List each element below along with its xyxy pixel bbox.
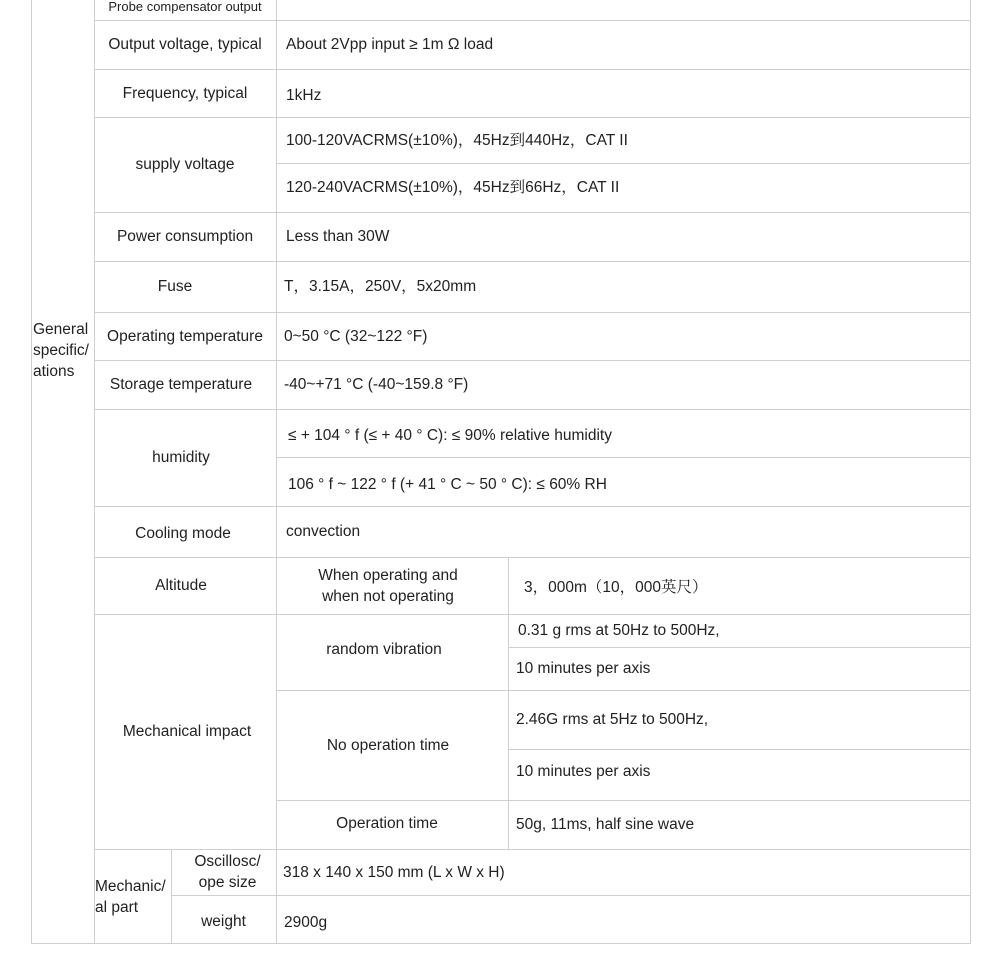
no-operation-time-label: No operation time xyxy=(326,736,450,754)
operating-temperature-label: Operating temperature xyxy=(107,327,263,345)
output-voltage-label: Output voltage, typical xyxy=(108,36,262,53)
humidity-value-1: ≤ + 104 ° f (≤ + 40 ° C): ≤ 90% relative humidity xyxy=(288,426,612,444)
humidity-value-2: 106 ° f ~ 122 ° f (+ 41 ° C ~ 50 ° C): ≤ 60% RH xyxy=(288,476,607,493)
power-consumption-label: Power consumption xyxy=(116,228,254,245)
humidity-label: humidity xyxy=(152,449,210,466)
frequency-value: 1kHz xyxy=(286,86,322,104)
no-operation-value-2: 10 minutes per axis xyxy=(516,763,651,780)
storage-temperature-value: -40~+71 °C (-40~159.8 °F) xyxy=(284,376,469,393)
fuse-value: T，3.15A，250V，5x20mm xyxy=(284,278,477,295)
cooling-mode-label: Cooling mode xyxy=(135,525,231,542)
frequency-label: Frequency, typical xyxy=(122,84,248,102)
altitude-label: Altitude xyxy=(155,577,207,594)
probe-compensator-label: Probe compensator output xyxy=(108,0,262,14)
group-mechanical-part: Mechanic/ al part xyxy=(95,877,166,916)
operating-temperature-value: 0~50 °C (32~122 °F) xyxy=(284,327,428,345)
weight-label: weight xyxy=(201,912,246,930)
altitude-value: 3，000m（10，000英尺） xyxy=(524,579,708,596)
output-voltage-value: About 2Vpp input ≥ 1m Ω load xyxy=(286,36,494,53)
power-consumption-value: Less than 30W xyxy=(286,228,390,245)
random-vibration-value-2: 10 minutes per axis xyxy=(516,660,651,677)
oscilloscope-size-label: Oscillosc/ ope size xyxy=(194,853,261,891)
fuse-label: Fuse xyxy=(157,278,193,295)
supply-voltage-value-2: 120-240VACRMS(±10%)，45Hz到66Hz，CAT II xyxy=(286,179,620,196)
oscilloscope-size-value: 318 x 140 x 150 mm (L x W x H) xyxy=(283,863,505,881)
supply-voltage-value-1: 100-120VACRMS(±10%)，45Hz到440Hz，CAT II xyxy=(286,131,628,149)
operation-time-value: 50g, 11ms, half sine wave xyxy=(516,816,695,833)
no-operation-value-1: 2.46G rms at 5Hz to 500Hz, xyxy=(516,711,709,728)
random-vibration-value-1: 0.31 g rms at 50Hz to 500Hz, xyxy=(518,622,720,639)
weight-value: 2900g xyxy=(284,913,328,931)
mechanical-impact-label: Mechanical impact xyxy=(122,723,252,740)
cooling-mode-value: convection xyxy=(286,523,361,540)
altitude-condition: When operating and when not operating xyxy=(318,566,458,605)
random-vibration-label: random vibration xyxy=(326,640,442,658)
operation-time-label: Operation time xyxy=(336,814,438,832)
supply-voltage-label: supply voltage xyxy=(135,156,235,173)
group-general-specifications: General specific/ ations xyxy=(33,320,89,380)
storage-temperature-label: Storage temperature xyxy=(109,376,253,393)
